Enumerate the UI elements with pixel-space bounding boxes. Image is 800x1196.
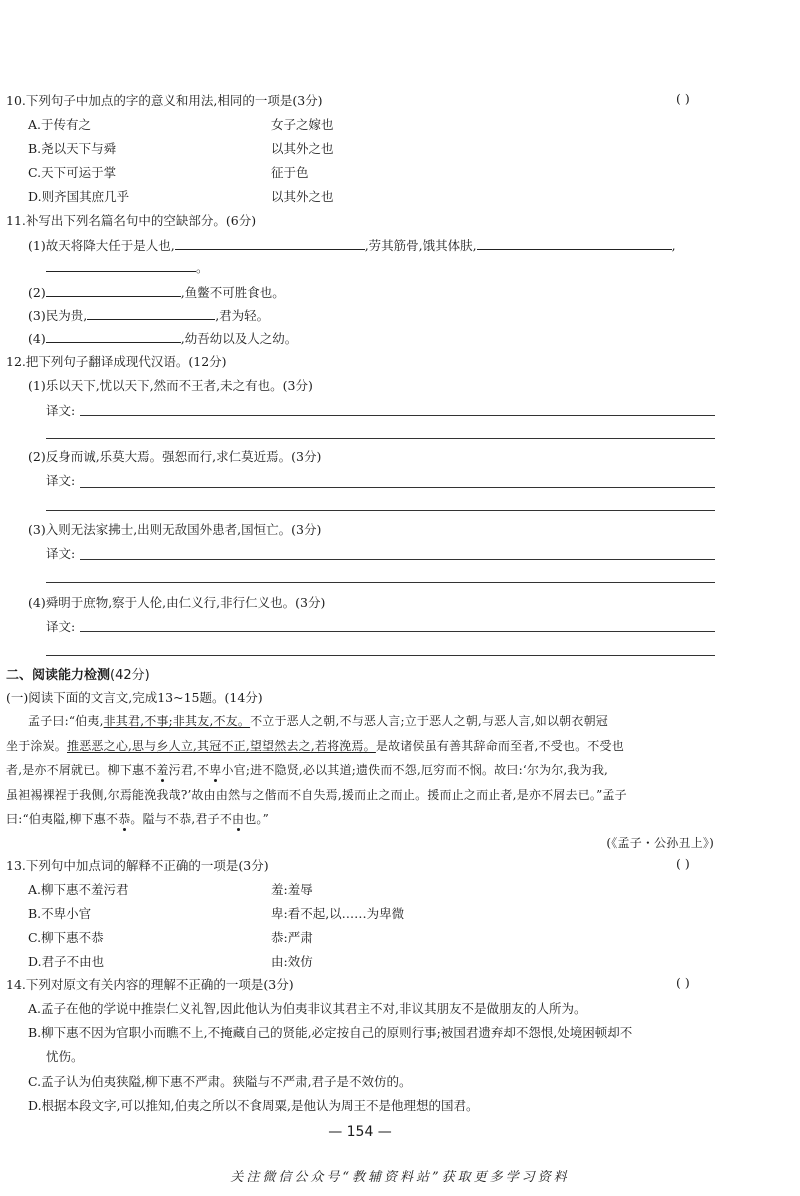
q11-blank-6[interactable]: [46, 329, 181, 343]
q11-blank-2[interactable]: [477, 236, 672, 250]
passage-line-1: 孟子曰:“伯夷,非其君,不事;非其友,不友。不立于恶人之朝,不与恶人言;立于恶人之朝,与恶人言,如以朝衣朝冠: [28, 714, 608, 728]
q11-line1-cont: 。: [46, 258, 209, 276]
q10-option-d-compare: 以其外之也: [271, 189, 334, 204]
q13-option-b: B.不卑小官: [28, 906, 92, 921]
q14-option-c: C.孟子认为伯夷狭隘,柳下惠不严肃。狭隘与不严肃,君子是不效仿的。: [28, 1074, 412, 1089]
q13-stem: 13.下列句中加点词的解释不正确的一项是(3分): [6, 858, 269, 873]
q14-option-d: D.根据本段文字,可以推知,伯夷之所以不食周粟,是他认为周王不是他理想的国君。: [28, 1098, 479, 1113]
q12-answer-line-1b[interactable]: [46, 438, 715, 439]
q12-answer-line-3a[interactable]: [80, 559, 715, 560]
q13-option-a-gloss: 羞:羞辱: [271, 882, 313, 897]
passage-line-5: 曰:“伯夷隘,柳下惠不恭。隘与不恭,君子不由也。”: [6, 812, 269, 826]
q12-item-4: (4)舜明于庶物,察于人伦,由仁义行,非行仁义也。(3分): [28, 595, 326, 610]
q12-translate-label-3: 译文:: [46, 546, 76, 561]
q13-option-a: A.柳下惠不羞污君: [28, 882, 129, 897]
q12-item-1: (1)乐以天下,忧以天下,然而不王者,未之有也。(3分): [28, 378, 313, 393]
q14-option-b-cont: 忧伤。: [46, 1049, 84, 1064]
q13-option-c-gloss: 恭:严肃: [271, 930, 313, 945]
q14-answer-paren: ( ): [676, 975, 690, 990]
q12-answer-line-1a[interactable]: [80, 415, 715, 416]
q12-answer-line-2b[interactable]: [46, 510, 715, 511]
q10-option-c-compare: 征于色: [271, 165, 309, 180]
reading-intro: (一)阅读下面的文言文,完成13~15题。(14分): [6, 690, 263, 705]
passage-source: (《孟子・公孙丑上》): [606, 836, 714, 850]
q10-option-b: B.尧以天下与舜: [28, 141, 117, 156]
q12-answer-line-4b[interactable]: [46, 655, 715, 656]
q11-line1: (1)故天将降大任于是人也, ,劳其筋骨,饿其体肤, ,: [28, 238, 676, 253]
q12-stem: 12.把下列句子翻译成现代汉语。(12分): [6, 354, 227, 369]
q11-stem: 11.补写出下列名篇名句中的空缺部分。(6分): [6, 213, 257, 228]
q12-answer-line-4a[interactable]: [80, 631, 715, 632]
q13-option-d: D.君子不由也: [28, 954, 105, 969]
q14-option-b: B.柳下惠不因为官职小而瞧不上,不掩藏自己的贤能,必定按自己的原则行事;被国君遗弃却不怨恨,处境困顿却不: [28, 1025, 633, 1040]
q10-answer-paren: ( ): [676, 91, 690, 106]
q12-item-3: (3)入则无法家拂士,出则无敌国外患者,国恒亡。(3分): [28, 522, 322, 537]
q10-stem: 10.下列句子中加点的字的意义和用法,相同的一项是(3分): [6, 93, 323, 108]
q10-option-b-compare: 以其外之也: [271, 141, 334, 156]
section-heading: 二、阅读能力检测(42分): [6, 668, 150, 683]
page-number: — 154 —: [328, 1124, 392, 1140]
q13-option-b-gloss: 卑:看不起,以……为卑微: [271, 906, 405, 921]
q11-blank-3[interactable]: [46, 258, 196, 272]
passage-line-3: 者,是亦不屑就已。柳下惠不羞污君,不卑小官;进不隐贤,必以其道;遗佚而不怨,厄穷而不悯。故曰:‘尔为尔,我为我,: [6, 763, 609, 777]
q11-blank-1[interactable]: [175, 236, 365, 250]
q11-blank-5[interactable]: [87, 306, 215, 320]
passage-line-4: 虽袒裼裸裎于我侧,尔焉能浼我哉?’故由由然与之偕而不自失焉,援而止之而止。援而止之而止者,是亦不屑去已。”孟子: [6, 788, 627, 802]
q10-option-a-compare: 女子之嫁也: [271, 117, 334, 132]
q13-option-c: C.柳下惠不恭: [28, 930, 104, 945]
q12-answer-line-2a[interactable]: [80, 487, 715, 488]
q11-blank-4[interactable]: [46, 283, 181, 297]
footer-watermark-text: 关注微信公众号“教辅资料站”获取更多学习资料: [230, 1170, 570, 1185]
passage-line-2: 坐于涂炭。推恶恶之心,思与乡人立,其冠不正,望望然去之,若将浼焉。是故诸侯虽有善其辞命而至者,不受也。不受也: [6, 739, 624, 753]
q14-option-a: A.孟子在他的学说中推崇仁义礼智,因此他认为伯夷非议其君主不对,非议其朋友不是做朋友的人所为。: [28, 1001, 587, 1016]
q11-line4: (4) ,幼吾幼以及人之幼。: [28, 331, 298, 346]
q11-line2: (2) ,鱼鳖不可胜食也。: [28, 285, 285, 300]
q13-option-d-gloss: 由:效仿: [271, 954, 313, 969]
q12-answer-line-3b[interactable]: [46, 582, 715, 583]
q12-translate-label-2: 译文:: [46, 473, 76, 488]
q12-item-2: (2)反身而诚,乐莫大焉。强恕而行,求仁莫近焉。(3分): [28, 449, 322, 464]
q14-stem: 14.下列对原文有关内容的理解不正确的一项是(3分): [6, 977, 294, 992]
q10-option-a: A.于传有之: [28, 117, 92, 132]
q12-translate-label-1: 译文:: [46, 403, 76, 418]
q13-answer-paren: ( ): [676, 856, 690, 871]
q12-translate-label-4: 译文:: [46, 619, 76, 634]
q10-option-d: D.则齐国其庶几乎: [28, 189, 130, 204]
q11-line3: (3)民为贵, ,君为轻。: [28, 308, 270, 323]
q10-option-c: C.天下可运于掌: [28, 165, 117, 180]
